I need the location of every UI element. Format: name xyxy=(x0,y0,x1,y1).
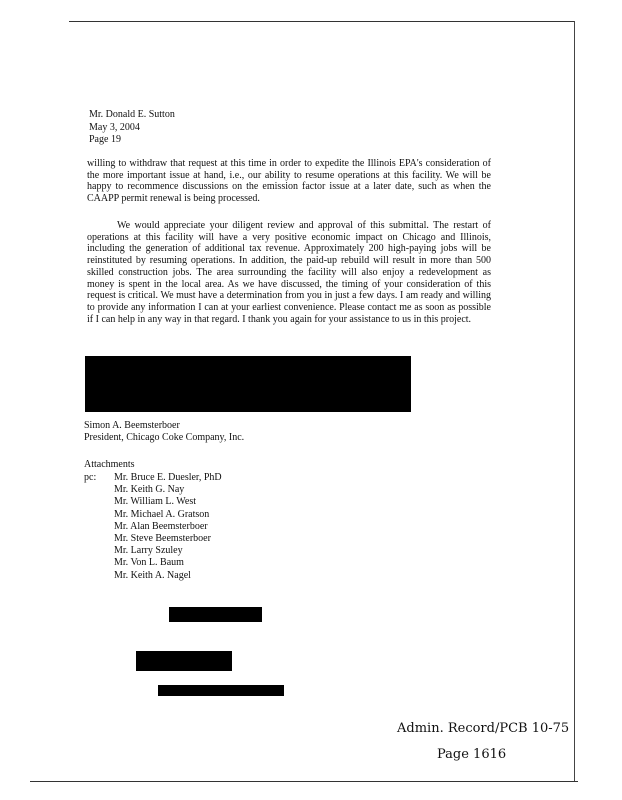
admin-record-stamp xyxy=(397,716,569,768)
cc-recipient: Mr. Michael A. Gratson xyxy=(114,508,210,520)
body-paragraph-1: willing to withdraw that request at this time in order to expedite the Illinois EPA's consideration of the more important issue at hand, i.e., our ability to resume operations at this facility. We will be happy to recommence discussions on the emission factor issue at a later date, such as when the CAAPP permit renewal is being processed. xyxy=(87,158,491,205)
page-edge-bottom xyxy=(30,781,578,782)
signer-title: President, Chicago Coke Company, Inc. xyxy=(84,432,245,443)
body-paragraph-2: We would appreciate your diligent review and approval of this submittal. The restart of operations at this facility will have a very positive economic impact on Chicago and Illinois, including the generation of additional tax revenue. Approximately 200 high-paying jobs will be reinstituted by resuming operations. In addition, the paid-up rebuild will result in more than 500 skilled construction jobs. The area surrounding the facility will also enjoy a redevelopment as money is spent in the local area. As we have discussed, the timing of your consideration of this request is critical. We must have a determination from you in just a few days. I am ready and willing to provide any information I can at your earliest convenience. Please contact me as soon as possible if I can help in any way in that regard. I thank you again for your assistance to us in this project. xyxy=(87,220,491,325)
signature-block xyxy=(84,420,244,444)
redaction-block-3 xyxy=(158,685,284,696)
letter-header xyxy=(89,109,175,147)
redaction-block-2 xyxy=(136,651,232,671)
page-edge-right xyxy=(574,21,575,781)
cc-recipient: Mr. Larry Szuley xyxy=(114,545,183,557)
cc-label: pc: xyxy=(84,472,97,483)
page-number: Page 19 xyxy=(89,134,121,145)
cc-recipient: Mr. Keith A. Nagel xyxy=(114,569,191,581)
redaction-block-signature xyxy=(85,356,411,412)
admin-record-page: Page 1616 xyxy=(437,747,507,762)
cc-recipient: Mr. Alan Beemsterboer xyxy=(114,520,208,532)
attachments-label: Attachments xyxy=(84,459,135,470)
signer-name: Simon A. Beemsterboer xyxy=(84,420,180,431)
cc-recipient: Mr. Keith G. Nay xyxy=(114,484,185,496)
page-edge-top xyxy=(69,21,575,22)
cc-recipient: Mr. Bruce E. Duesler, PhD xyxy=(114,472,222,483)
cc-recipient-list xyxy=(114,472,222,582)
cc-recipient: Mr. Von L. Baum xyxy=(114,557,184,569)
letter-date: May 3, 2004 xyxy=(89,121,140,133)
redaction-block-1 xyxy=(169,607,262,622)
recipient-name: Mr. Donald E. Sutton xyxy=(89,109,175,120)
cc-recipient: Mr. William L. West xyxy=(114,496,197,508)
admin-record-label: Admin. Record/PCB 10-75 xyxy=(397,721,570,736)
cc-recipient: Mr. Steve Beemsterboer xyxy=(114,533,211,545)
